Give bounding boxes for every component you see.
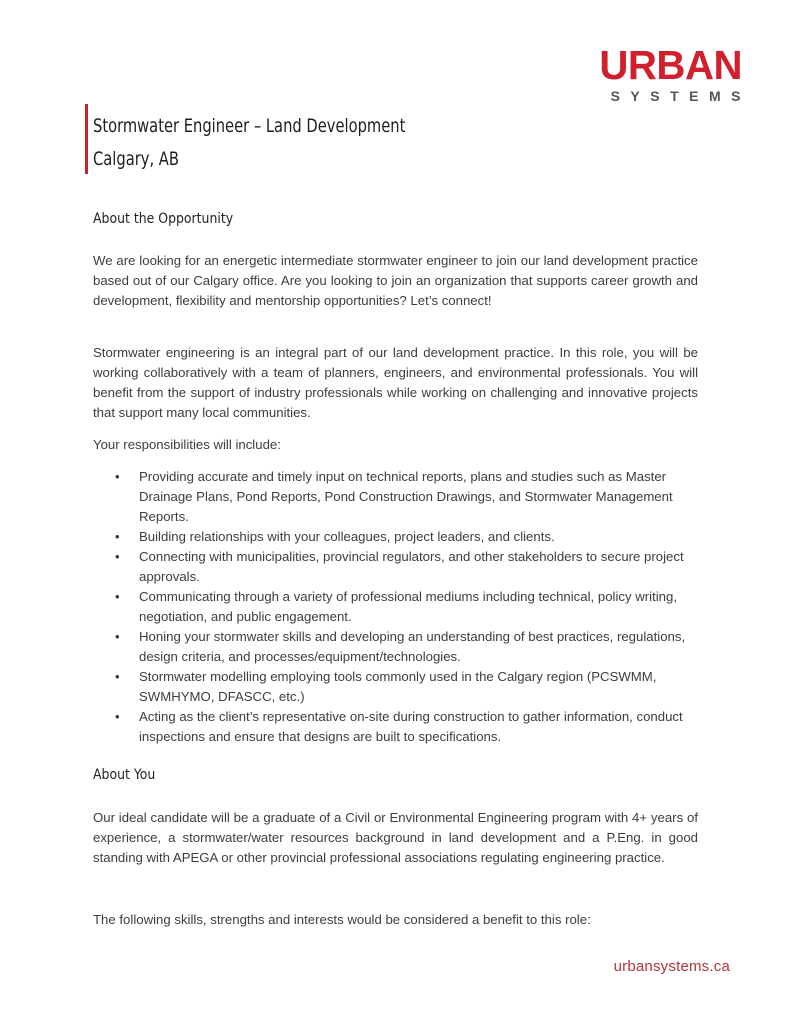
title-accent-bar — [85, 104, 88, 174]
opportunity-paragraph-1: We are looking for an energetic intermediate stormwater engineer to join our land development practice based out of our Calgary office. Are you looking to join an organization that supports career growth and development, flexibility and mentorship opportunities? Let’s connect! — [93, 253, 698, 308]
company-logo — [580, 42, 751, 104]
about-you-paragraph-2: The following skills, strengths and interests would be considered a benefit to this role: — [93, 912, 591, 927]
bullet-icon: • — [115, 529, 120, 544]
logo-systems-text: SYSTEMS — [610, 88, 751, 104]
list-item: • Acting as the client’s representative on-site during construction to gather information, conduct inspections and ensure that designs are built to specifications. — [115, 709, 683, 744]
bullet-icon: • — [115, 629, 120, 644]
bullet-icon: • — [115, 669, 120, 684]
list-item: • Connecting with municipalities, provincial regulators, and other stakeholders to secure project approvals. — [115, 549, 684, 584]
responsibilities-intro: Your responsibilities will include: — [93, 437, 281, 452]
bullet-icon: • — [115, 709, 120, 724]
logo-urban-text: URBAN — [599, 42, 742, 88]
job-location: Calgary, AB — [93, 148, 179, 170]
section-heading-about-you: About You — [93, 767, 156, 783]
bullet-icon: • — [115, 549, 120, 564]
section-heading-opportunity: About the Opportunity — [93, 211, 234, 227]
list-item: • Stormwater modelling employing tools commonly used in the Calgary region (PCSWMM, SWMHYMO, DFASCC, etc.) — [115, 669, 657, 704]
list-item: • Providing accurate and timely input on technical reports, plans and studies such as Master Drainage Plans, Pond Reports, Pond Construction Drawings, and Stormwater Management Reports. — [115, 469, 673, 524]
bullet-icon: • — [115, 589, 120, 604]
responsibilities-list — [93, 467, 698, 747]
footer-website-link[interactable]: urbansystems.ca — [613, 958, 730, 975]
bullet-icon: • — [115, 469, 120, 484]
list-item: • Communicating through a variety of professional mediums including technical, policy writing, negotiation, and public engagement. — [115, 589, 678, 624]
list-item: • Honing your stormwater skills and developing an understanding of best practices, regulations, design criteria, and processes/equipment/technologies. — [115, 629, 686, 664]
list-item: • Building relationships with your colleagues, project leaders, and clients. — [93, 527, 698, 547]
job-title: Stormwater Engineer – Land Development — [93, 115, 406, 137]
opportunity-paragraph-2: Stormwater engineering is an integral part of our land development practice. In this role, you will be working collaboratively with a team of planners, engineers, and environmental professionals. You will benefit from the support of industry professionals while working on challenging and innovative projects that support many local communities. — [93, 345, 698, 420]
job-title-block — [93, 110, 456, 176]
about-you-paragraph-1: Our ideal candidate will be a graduate of a Civil or Environmental Engineering program with 4+ years of experience, a stormwater/water resources background in land development and a P.Eng. in good standing with APEGA or other provincial professional associations regulating engineering practice. — [93, 810, 698, 865]
